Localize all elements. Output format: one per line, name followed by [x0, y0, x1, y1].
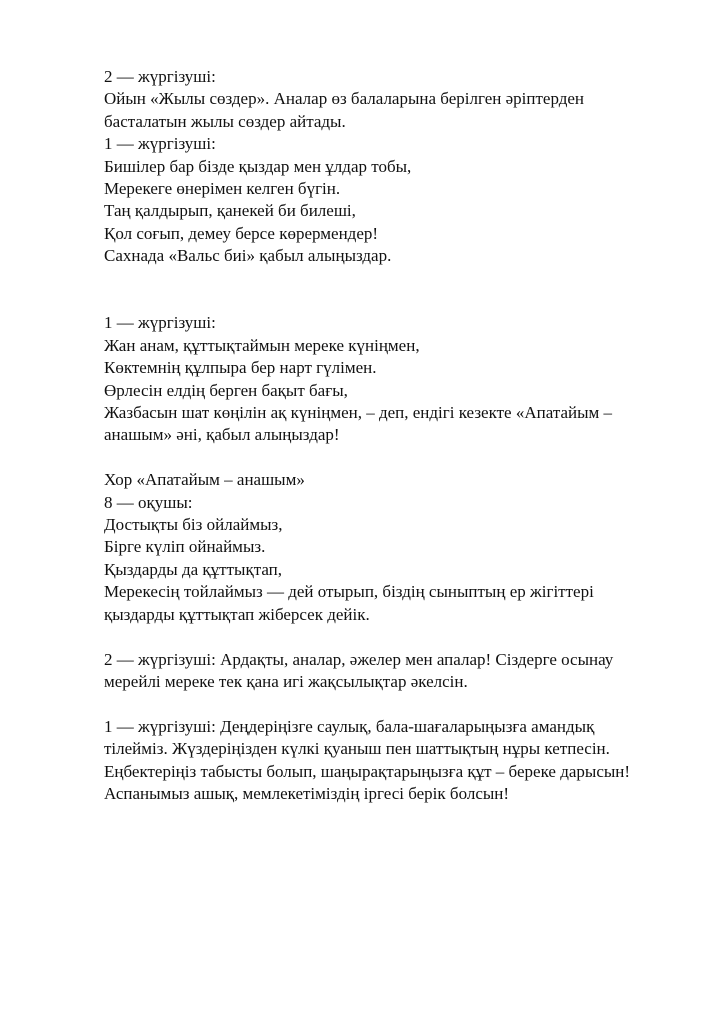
speaker-line: 2 — жүргізуші: [104, 67, 216, 86]
paragraph-gap [104, 447, 694, 469]
document-body [104, 66, 694, 805]
poem-line: Қыздарды да құттықтап, [104, 559, 283, 579]
poem-line: Таң қалдырып, қанекей би билеші, [104, 201, 356, 221]
text-line: 1 — жүргізуші: Деңдеріңізге саулық, бала-шағаларыңызға амандық [104, 716, 595, 736]
poem-line: Қол соғып, демеу берсе көрермендер! [104, 223, 379, 243]
text-line: анашым» әні, қабыл алыңыздар! [104, 425, 340, 445]
poem-line: Жан анам, құттықтаймын мереке күніңмен, [104, 335, 420, 355]
text-line: Еңбектеріңіз табысты болып, шаңырақтарыңызға құт – береке дарысын! [104, 761, 631, 781]
speaker-line: 1 — жүргізуші: [104, 134, 216, 154]
text-line: 2 — жүргізуші: Ардақты, аналар, әжелер мен апалар! Сіздерге осынау [104, 649, 614, 669]
poem-line: Көктемнің құлпыра бер нарт гүлімен. [104, 358, 377, 378]
text-line: тілейміз. Жүздеріңізден күлкі қуаныш пен шаттықтың нұры кетпесін. [104, 739, 610, 759]
poem-line: Өрлесін елдің берген бақыт бағы, [104, 380, 348, 400]
heading-line: Хор «Апатайым – анашым» [104, 470, 305, 490]
paragraph-gap [104, 626, 694, 648]
poem-line: Бірге күліп ойнаймыз. [104, 537, 266, 557]
text-line: қыздарды құттықтап жіберсек дейік. [104, 604, 370, 624]
text-line: басталатын жылы сөздер айтады. [104, 111, 346, 131]
poem-line: Бишілер бар бізде қыздар мен ұлдар тобы, [104, 156, 412, 176]
text-line: Ойын «Жылы сөздер». Аналар өз балаларына берілген әріптерден [104, 89, 585, 109]
poem-line: Жазбасын шат көңілін ақ күніңмен, – деп, ендігі кезекте «Апатайым – [104, 403, 613, 423]
poem-line: Сахнада «Вальс биі» қабыл алыңыздар. [104, 246, 392, 266]
text-line: Аспанымыз ашық, мемлекетіміздің іргесі берік болсын! [104, 783, 510, 803]
text-line: мерейлі мереке тек қана игі жақсылықтар әкелсін. [104, 671, 468, 691]
poem-line: Мерекеге өнерімен келген бүгін. [104, 179, 341, 199]
speaker-line: 1 — жүргізуші: [104, 313, 216, 333]
paragraph-gap [104, 290, 694, 312]
paragraph-gap [104, 693, 694, 715]
speaker-line: 8 — оқушы: [104, 492, 193, 512]
poem-line: Мерекесің тойлаймыз — дей отырып, біздің сыныптың ер жігіттері [104, 582, 594, 602]
paragraph-gap [104, 268, 694, 290]
poem-line: Достықты біз ойлаймыз, [104, 515, 283, 535]
